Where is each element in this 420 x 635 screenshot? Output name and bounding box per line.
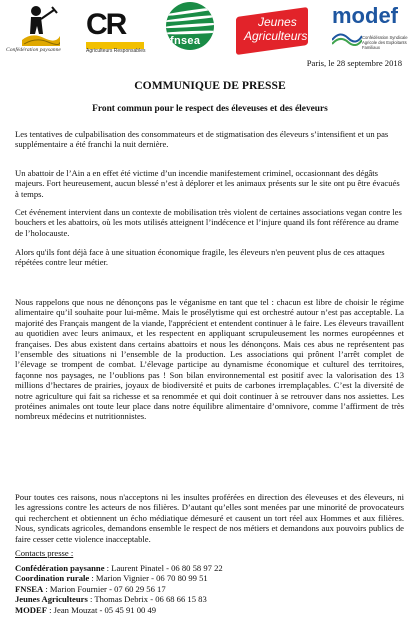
contact-row — [15, 594, 315, 604]
modef-name: modef — [332, 3, 398, 28]
confederation-paysanne-logo — [6, 4, 76, 56]
contact-info: : Laurent Pinatel - 06 80 58 97 22 — [104, 563, 223, 573]
contact-row — [15, 584, 315, 594]
contact-info: : Marion Fournier - 07 60 29 56 17 — [43, 583, 166, 594]
contact-org: Confédération paysanne — [15, 563, 105, 573]
contact-row — [15, 605, 315, 615]
contact-info: : Jean Mouzat - 05 45 91 00 49 — [46, 604, 157, 615]
jeunes-agriculteurs-logo — [236, 8, 310, 56]
body-paragraph: Pour toutes ces raisons, nous n'acceptons ni les insultes proférées en direction des éleveuses et des éleveurs, ni les agressions contre les acteurs de nos filières. D’autant qu’elles sont menées par une minorité de provocateurs qui recherchent et obtiennent un écho médiatique démesuré et causent un tort réel aux Hommes et aux filières. Nous, syndicats agricoles, demandons ensemble le respect de nos métiers et demandons aux pouvoirs publics de faire cesser cette violence inacceptable. — [15, 492, 404, 544]
page-subtitle: Front commun pour le respect des éleveuses et des éleveurs — [92, 104, 328, 114]
contact-org: Coordination rurale — [15, 573, 90, 584]
contact-info: : Thomas Debrix - 06 68 66 15 83 — [87, 594, 207, 605]
contact-org: MODEF — [15, 604, 47, 615]
press-date: Paris, le 28 septembre 2018 — [306, 58, 402, 68]
contact-info: : Marion Vignier - 06 70 80 99 51 — [89, 573, 208, 584]
press-contacts — [15, 548, 315, 615]
coordination-rurale-logo — [84, 4, 146, 56]
ja-line2: Agriculteurs — [244, 29, 308, 43]
modef-caption: Confédération Syndicale Agricole des Exploitants Familiaux — [362, 35, 408, 50]
contacts-title: Contacts presse : — [15, 548, 74, 558]
body-paragraph: Un abattoir de l’Ain a en effet été victime d’un incendie manifestement criminel, occasionnant des dégâts majeurs. Fort heureusement, aucun blessé n’est à déplorer et les animaux présents sur le site ont pu être évacués à temps. — [15, 168, 400, 199]
body-paragraph: Nous rappelons que nous ne dénonçons pas le véganisme en tant que tel : chacun est libre de choisir le régime alimentaire qu’il souhaite pour lui-même. Mais le prosélytisme qui est orchestré autour n’est pas acceptable. La majorité des Français mangent de la viande, l'apprécient et entendent continuer à le faire. Les éleveurs travaillent au quotidien avec leurs animaux, et les respectent en appliquant scrupuleusement les normes européennes et françaises. Des abus existent dans certains abattoirs et nous les dénonçons. Mais ces abus ne représentent pas l’ensemble des situations ni l’ensemble de la production. Les associations qui prônent l’arrêt complet de l’élevage se trompent de combat. L’élevage participe au dynamisme économique et culturel des territoires, façonne nos paysages, ne l’oublions pas ! Son bilan environnemental est positif avec la valorisation des 13 millions d’hectares de prairies, joyaux de biodiversité et puits de carbones irremplaçables. C’est la diversité de notre agriculture qui fait sa richesse et sa renommée et qui doit continuer à se retrouver dans nos assiettes. Les protéines animales ont toute leur place dans notre équilibre alimentaire d’omnivore, comme l’affirment de très nombreux médecins et nutritionnistes. — [15, 297, 404, 422]
fnsea-logo — [160, 2, 218, 56]
fnsea-caption: fnsea — [170, 35, 201, 47]
ja-line1: Jeunes — [258, 15, 297, 29]
logo-bar — [0, 0, 420, 58]
field-wave-icon — [332, 30, 362, 46]
page-title: COMMUNIQUE DE PRESSE — [134, 79, 286, 92]
body-paragraph: Les tentatives de culpabilisation des consommateurs et de stigmatisation des éleveurs s’intensifient et un pas supplémentaire a été franchi la nuit dernière. — [15, 129, 389, 150]
modef-logo — [328, 3, 418, 57]
contact-org: Jeunes Agriculteurs — [15, 594, 88, 605]
body-paragraph: Cet événement intervient dans un contexte de mobilisation très violent de certaines associations vegan contre les bouchers et les abattoirs, où les mots utilisés atteignent l’indécence et l’injure quand ils font référence au drame de l’holocauste. — [15, 207, 402, 238]
farmer-with-tool-icon — [22, 4, 60, 46]
contact-org: FNSEA — [15, 583, 44, 594]
cr-caption: Agriculteurs Responsables — [86, 48, 146, 54]
contact-row — [15, 563, 315, 573]
cr-letters: CR — [86, 8, 126, 41]
contact-row — [15, 573, 315, 583]
body-paragraph: Alors qu'ils font déjà face à une situation économique fragile, les éleveurs n'en peuvent plus de ces attaques répétées contre leur métier. — [15, 247, 385, 268]
confederation-caption: Confédération paysanne — [6, 47, 61, 53]
